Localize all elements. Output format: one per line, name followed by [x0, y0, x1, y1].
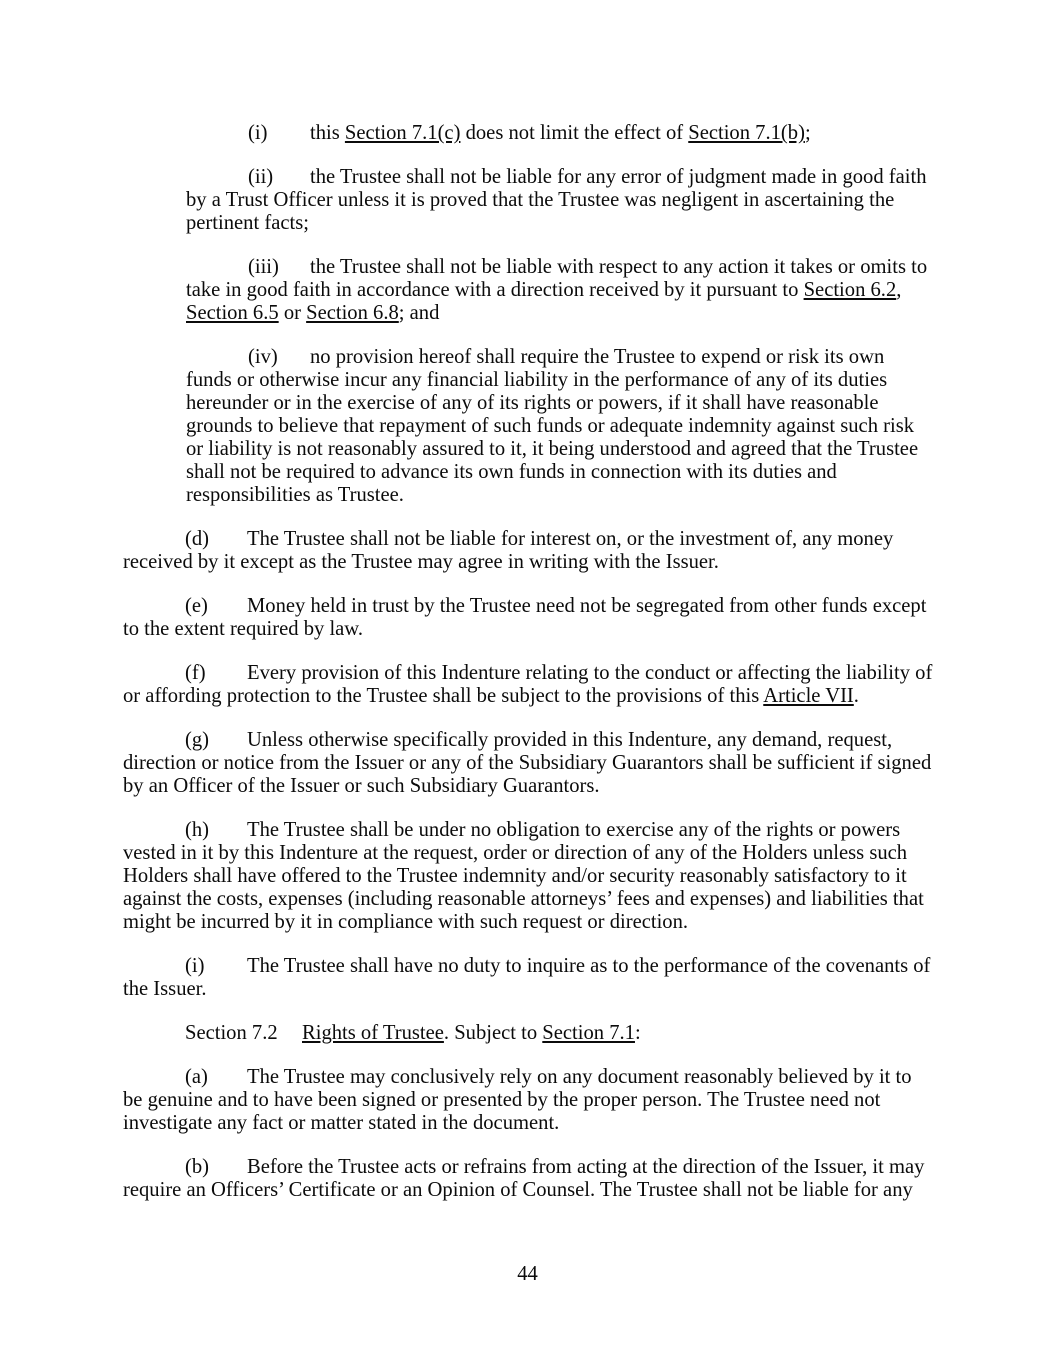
text-segment: this [310, 122, 345, 144]
text-segment: ; and [398, 302, 440, 324]
text-segment: does not limit the effect of [460, 122, 689, 144]
item-iv [186, 346, 935, 507]
section-7-2-heading [123, 1022, 935, 1045]
text-segment: The Trustee may conclusively rely on any document reasonably believed by it to be genuine and to have been signed or presented by the proper person. The Trustee need not investigate any fact or matter stated in the document. [123, 1066, 912, 1134]
section-reference: Section 7.1(b) [688, 122, 805, 144]
para-a-label: (a) [185, 1066, 208, 1088]
text-segment: : [634, 1022, 641, 1044]
item-ii-label: (ii) [248, 166, 274, 188]
text-segment: . [853, 685, 859, 707]
text-segment: Money held in trust by the Trustee need not be segregated from other funds except to the extent required by law. [123, 595, 927, 640]
para-g-label: (g) [185, 729, 210, 751]
para-d-label: (d) [185, 528, 210, 550]
text-segment: the Trustee shall not be liable with respect to any action it takes or omits to take in good faith in accordance with a direction received by it pursuant to [186, 256, 928, 301]
para-b [123, 1156, 935, 1202]
text-segment: , [896, 279, 902, 301]
para-h [123, 819, 935, 934]
para-e [123, 595, 935, 641]
text-segment: or [278, 302, 307, 324]
section-reference: Section 7.1(c) [344, 122, 461, 144]
document-body [123, 122, 935, 1223]
para-b-label: (b) [185, 1156, 210, 1178]
item-iii [186, 256, 935, 325]
para-f [123, 662, 935, 708]
text-segment: Unless otherwise specifically provided in this Indenture, any demand, request, direction or notice from the Issuer or any of the Subsidiary Guarantors shall be sufficient if signed by an Officer of the Issuer or such Subsidiary Guarantors. [123, 729, 932, 797]
para-g [123, 729, 935, 798]
text-segment: ; [804, 122, 811, 144]
section-reference: Article VII [763, 685, 854, 707]
page-footer [0, 1263, 1055, 1286]
item-ii [186, 166, 935, 235]
para-i-label: (i) [185, 955, 205, 977]
text-segment: Every provision of this Indenture relating to the conduct or affecting the liability of or affording protection to the Trustee shall be subject to the provisions of this [123, 662, 933, 707]
para-e-label: (e) [185, 595, 208, 617]
text-segment: Before the Trustee acts or refrains from acting at the direction of the Issuer, it may require an Officers’ Certificate or an Opinion of Counsel. The Trustee shall not be liable for any [123, 1156, 925, 1201]
item-iv-label: (iv) [248, 346, 278, 368]
para-d [123, 528, 935, 574]
section-reference: Section 6.8 [306, 302, 399, 324]
text-segment: . Subject to [443, 1022, 543, 1044]
section-reference: Rights of Trustee [302, 1022, 444, 1044]
para-i [123, 955, 935, 1001]
text-segment: the Trustee shall not be liable for any error of judgment made in good faith by a Trust Officer unless it is proved that the Trustee was negligent in ascertaining the pertinent facts; [186, 166, 927, 234]
section-7-2-heading-label: Section 7.2 [185, 1022, 278, 1044]
page-number: 44 [517, 1263, 538, 1285]
para-h-label: (h) [185, 819, 210, 841]
section-reference: Section 6.5 [186, 302, 279, 324]
para-a [123, 1066, 935, 1135]
section-reference: Section 6.2 [803, 279, 897, 301]
text-segment: The Trustee shall have no duty to inquire as to the performance of the covenants of the Issuer. [123, 955, 931, 1000]
item-i-label: (i) [248, 122, 268, 144]
para-f-label: (f) [185, 662, 206, 684]
item-iii-label: (iii) [248, 256, 279, 278]
item-i [186, 122, 935, 145]
text-segment: The Trustee shall not be liable for interest on, or the investment of, any money received by it except as the Trustee may agree in writing with the Issuer. [123, 528, 894, 573]
section-reference: Section 7.1 [542, 1022, 635, 1044]
text-segment: The Trustee shall be under no obligation to exercise any of the rights or powers vested in it by this Indenture at the request, order or direction of any of the Holders unless such Holders shall have offered to the Trustee indemnity and/or security reasonably satisfactory to it against the costs, expenses (including reasonable attorneys’ fees and expenses) and liabilities that might be incurred by it in compliance with such request or direction. [123, 819, 924, 933]
text-segment: no provision hereof shall require the Trustee to expend or risk its own funds or otherwise incur any financial liability in the performance of any of its duties hereunder or in the exercise of any of its rights or powers, if it shall have reasonable grounds to believe that repayment of such funds or adequate indemnity against such risk or liability is not reasonably assured to it, it being understood and agreed that the Trustee shall not be required to advance its own funds in connection with its duties and responsibilities as Trustee. [186, 346, 919, 506]
